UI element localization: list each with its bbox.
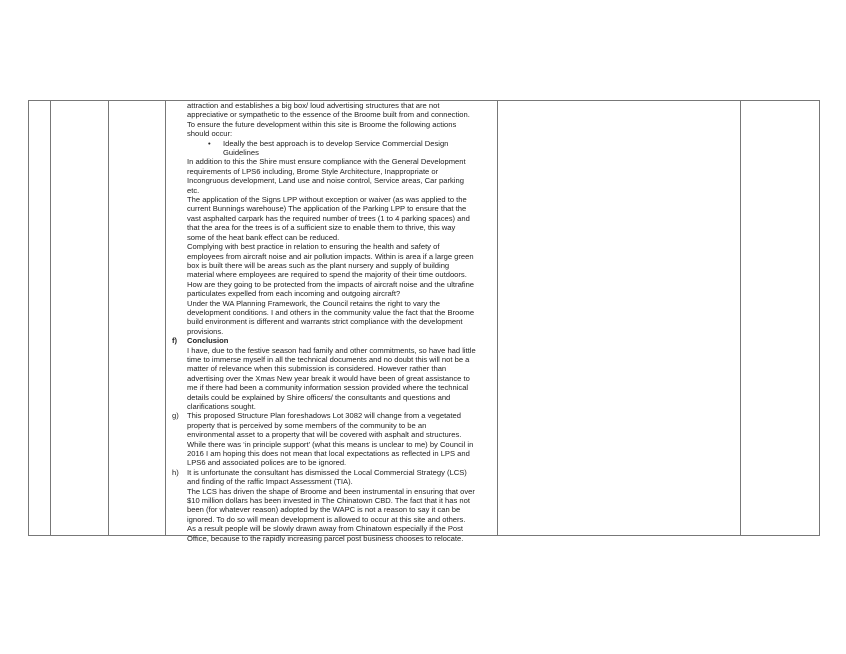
text-line (165, 261, 497, 270)
column-divider (108, 101, 109, 535)
text-line (165, 176, 497, 185)
text-line (165, 270, 497, 279)
line-text: clarifications sought. (187, 402, 256, 411)
text-line (165, 148, 497, 157)
line-text: LPS6 and associated polices are to be ignored. (187, 458, 347, 468)
line-text: matter of relevance when this submission is considered. However rather than (187, 364, 447, 374)
text-line (165, 120, 497, 129)
line-text: details could be explained by Shire officers/ the consultants and questions and (187, 392, 451, 402)
text-line (165, 524, 497, 533)
bullet-item (165, 139, 497, 148)
line-text: While there was ‘in principle support’ (what this means is unclear to me) by Council in (187, 439, 474, 449)
line-text: current Bunnings warehouse) The application of the Parking LPP to ensure that the (187, 204, 467, 214)
submission-text-cell (165, 101, 497, 543)
line-text: Conclusion (187, 336, 229, 346)
text-line (165, 252, 497, 261)
line-text: some of the heat bank effect can be reduced. (187, 232, 340, 242)
line-text: Under the WA Planning Framework, the Council retains the right to vary the (187, 298, 440, 308)
line-text: To ensure the future development within this site is Broome the following actions (187, 119, 457, 129)
line-text: vast asphalted carpark has the required number of trees (1 to 4 parking spaces) and (187, 213, 470, 223)
text-line (165, 346, 497, 355)
text-line (165, 289, 497, 298)
text-line (165, 167, 497, 176)
section-label: f) (172, 336, 178, 346)
line-text: should occur: (187, 129, 233, 139)
text-line (165, 280, 497, 289)
line-text: build environment is different and warrants strict compliance with the development (187, 317, 463, 327)
line-text: appreciative or sympathetic to the essence of the Broome built from and connection. (187, 110, 470, 120)
line-text: This proposed Structure Plan foreshadows Lot 3082 will change from a vegetated (187, 411, 461, 421)
line-text: development conditions. I and others in the community value the fact that the Broome (187, 307, 475, 317)
text-line (165, 233, 497, 242)
text-line (165, 383, 497, 392)
line-text: How are they going to be protected from the impacts of aircraft noise and the ultrafine (187, 279, 475, 289)
line-text: been (for whatever reason) adopted by the WAPC is not a reason to say it can be (187, 505, 461, 515)
line-text: 2016 I am hoping this does not mean that local expectations as reflected in LPS and (187, 449, 470, 459)
text-line (165, 505, 497, 514)
text-line (165, 101, 497, 110)
line-text: particulates expelled from each incoming and outgoing aircraft? (187, 289, 401, 299)
text-line (165, 186, 497, 195)
line-text: etc. (187, 185, 200, 195)
text-line (165, 430, 497, 439)
text-line (165, 449, 497, 458)
text-line (165, 458, 497, 467)
bullet-icon: • (208, 138, 211, 148)
line-text: box is built there will be areas such as the plant nursery and supply of building (187, 260, 450, 270)
text-line (165, 317, 497, 326)
text-line (165, 440, 497, 449)
line-text: advertising over the Xmas New year break it would have been of great assistance to (187, 373, 470, 383)
line-text: environmental asset to a property that will be covered with asphalt and structures. (187, 430, 462, 440)
text-line (165, 393, 497, 402)
line-text: The LCS has driven the shape of Broome and been instrumental in ensuring that over (187, 486, 475, 496)
line-text: I have, due to the festive season had family and other commitments, so have had little (187, 345, 476, 355)
line-text: property that is perceived by some members of the community to be an (187, 420, 427, 430)
line-text: $10 million dollars has been invested in The Chinatown CBD. The fact that it has not (187, 496, 470, 506)
text-line (165, 364, 497, 373)
text-line (165, 496, 497, 505)
line-text: employees from aircraft noise and air pollution impacts. Within is area if a large green (187, 251, 474, 261)
text-line (165, 308, 497, 317)
text-line (165, 214, 497, 223)
text-line (165, 355, 497, 364)
text-line (165, 477, 497, 486)
line-text: provisions. (187, 326, 224, 336)
line-text: attraction and establishes a big box/ loud advertising structures that are not (187, 101, 440, 110)
section-label: g) (172, 411, 179, 421)
text-line (165, 487, 497, 496)
text-line (165, 374, 497, 383)
section-heading-line (165, 411, 497, 420)
line-text: Complying with best practice in relation to ensuring the health and safety of (187, 242, 440, 252)
line-text: The application of the Signs LPP without exception or waiver (as was applied to the (187, 195, 467, 205)
line-text: As a result people will be slowly drawn away from Chinatown especially if the Post (187, 524, 464, 534)
line-text: material where employees are required to spend the majority of their time outdoors. (187, 270, 467, 280)
text-line (165, 327, 497, 336)
line-text: Incongruous development, Land use and noise control, Service areas, Car parking (187, 176, 464, 186)
text-line (165, 299, 497, 308)
text-line (165, 195, 497, 204)
text-line (165, 515, 497, 524)
line-text: requirements of LPS6 including, Brome Style Architecture, Inappropriate or (187, 166, 439, 176)
text-line (165, 402, 497, 411)
line-text: ignored. To do so will mean development is allowed to occur at this site and others. (187, 514, 466, 524)
line-text: me if there had been a community information session provided where the technical (187, 383, 469, 393)
column-divider (740, 101, 741, 535)
text-line (165, 204, 497, 213)
section-label: h) (172, 467, 179, 477)
text-line (165, 534, 497, 543)
column-divider (50, 101, 51, 535)
line-text: In addition to this the Shire must ensure compliance with the General Development (187, 157, 466, 167)
text-line (165, 157, 497, 166)
line-text: Ideally the best approach is to develop Service Commercial Design (223, 138, 449, 148)
column-divider (497, 101, 498, 535)
line-text: Guidelines (223, 148, 259, 158)
text-line (165, 242, 497, 251)
section-heading-line (165, 468, 497, 477)
line-text: that the area for the trees is of a sufficient size to enable them to thrive, this way (187, 223, 456, 233)
text-line (165, 421, 497, 430)
line-text: and finding of the raffic Impact Assessment (TIA). (187, 477, 353, 487)
text-line (165, 223, 497, 232)
text-line (165, 129, 497, 138)
text-line (165, 110, 497, 119)
line-text: It is unfortunate the consultant has dismissed the Local Commercial Strategy (LCS) (187, 467, 467, 477)
section-heading-line (165, 336, 497, 345)
line-text: time to immerse myself in all the technical documents and no doubt this will not be a (187, 354, 470, 364)
line-text: Office, because to the rapidly increasing parcel post business chooses to relocate. (187, 533, 464, 543)
